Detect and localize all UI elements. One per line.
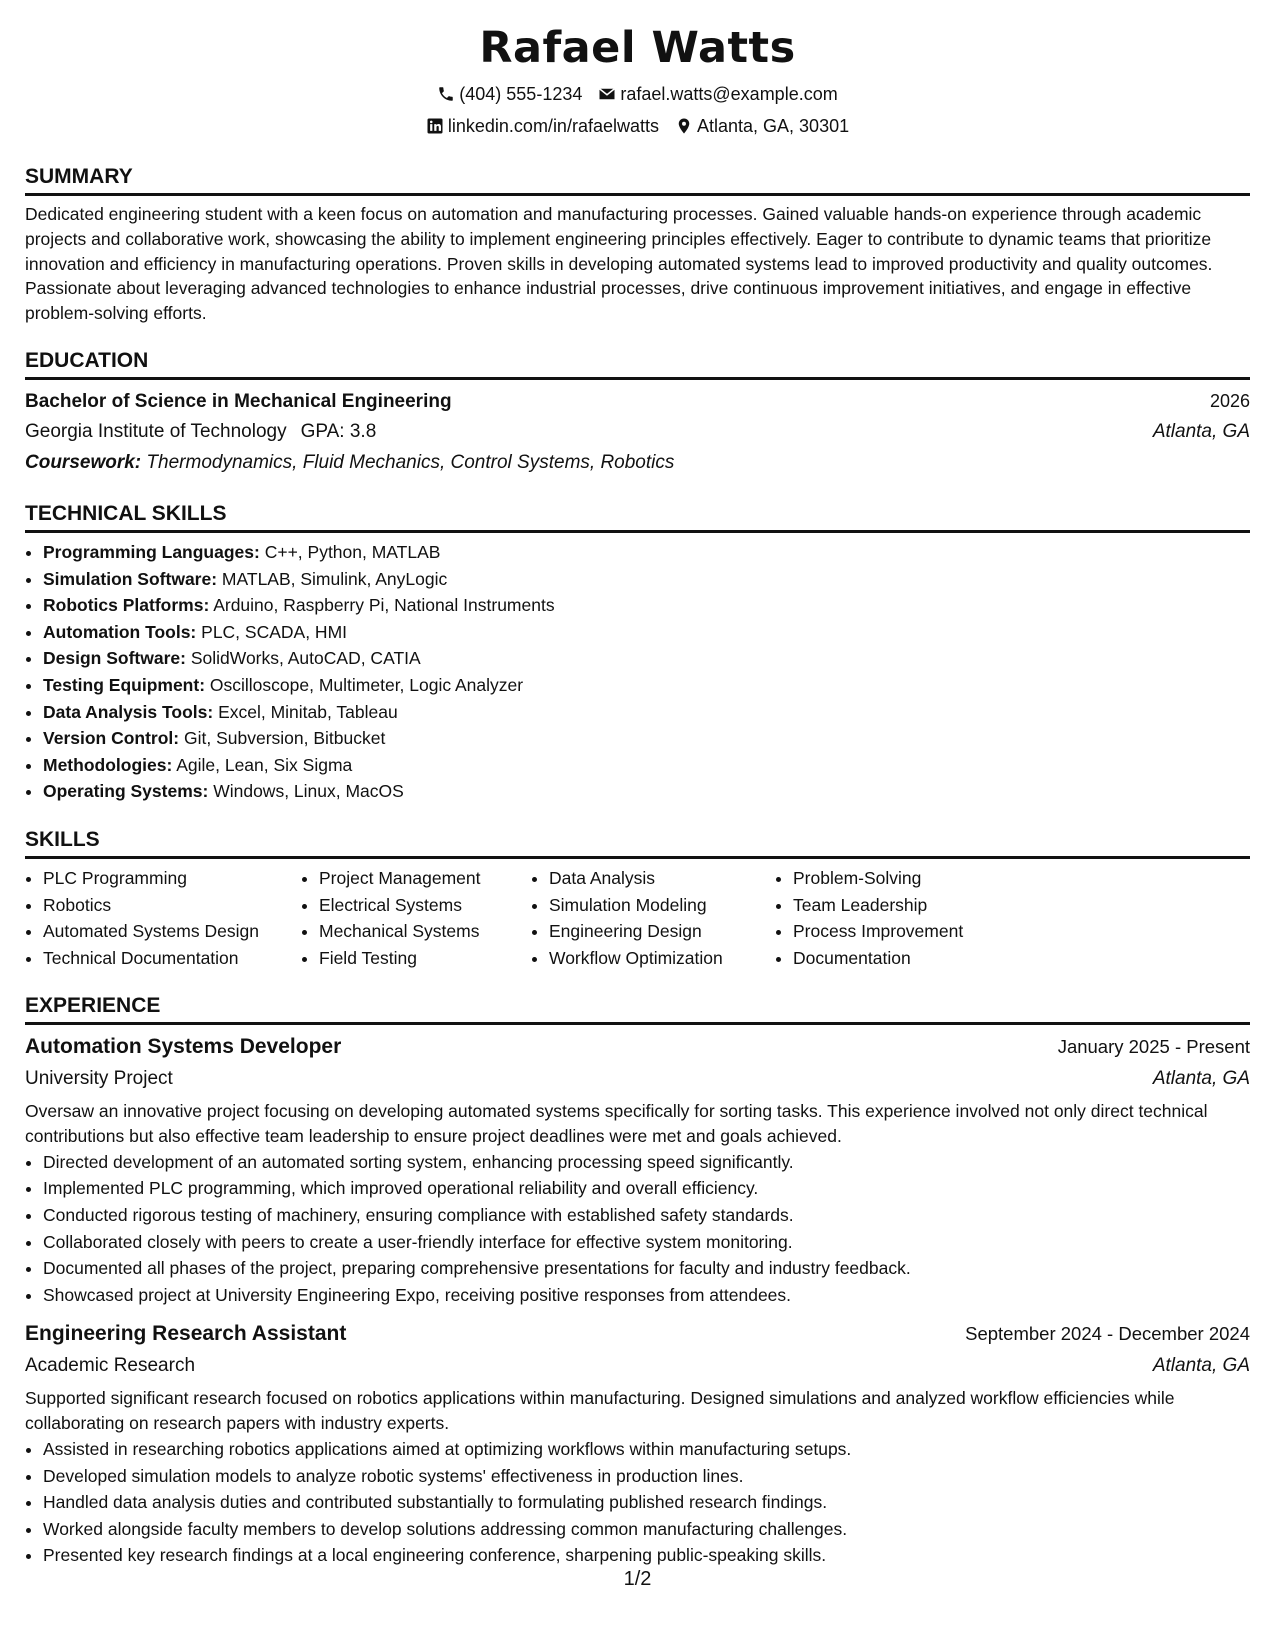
phone-text: (404) 555-1234 bbox=[459, 84, 583, 104]
list-item bbox=[43, 725, 1250, 752]
job-organization: Academic Research bbox=[25, 1355, 196, 1377]
experience-heading: EXPERIENCE bbox=[25, 991, 1250, 1025]
list-item: • Presented key research findings at a local engineering conference, sharpening public-speaking skills. bbox=[43, 1542, 1250, 1569]
skill-category: Design Software: bbox=[43, 648, 186, 669]
list-item: • Workflow Optimization bbox=[549, 945, 775, 972]
job-title: Automation Systems Developer bbox=[25, 1035, 342, 1059]
technical-skills-list bbox=[25, 539, 1250, 805]
job-description: Oversaw an innovative project focusing on developing automated systems specifically for sorting tasks. This experience involved not only direct technical contributions but also effective team leadership to ensure project deadlines were met and goals achieved. bbox=[25, 1101, 1208, 1147]
list-item: • Problem-Solving bbox=[793, 865, 1033, 892]
skill-values: SolidWorks, AutoCAD, CATIA bbox=[190, 648, 421, 669]
list-item: • Robotics bbox=[43, 892, 301, 919]
skills-column-2 bbox=[301, 865, 531, 971]
skill-values: Windows, Linux, MacOS bbox=[213, 781, 404, 802]
contact-row-2 bbox=[25, 110, 1250, 142]
list-item bbox=[43, 752, 1250, 779]
list-item: • Mechanical Systems bbox=[319, 918, 531, 945]
list-item: • Directed development of an automated sorting system, enhancing processing speed significantly. bbox=[43, 1149, 1250, 1176]
skill-values: Agile, Lean, Six Sigma bbox=[176, 754, 353, 775]
summary-heading: SUMMARY bbox=[25, 162, 1250, 196]
job-location: Atlanta, GA bbox=[1152, 1068, 1250, 1090]
skill-category: Methodologies: bbox=[43, 754, 173, 775]
contact-row-1 bbox=[25, 78, 1250, 110]
skills-heading: SKILLS bbox=[25, 825, 1250, 859]
envelope-icon bbox=[598, 85, 616, 103]
education-section bbox=[25, 346, 1250, 479]
skill-values: Arduino, Raspberry Pi, National Instruments bbox=[213, 595, 555, 616]
job-organization: University Project bbox=[25, 1068, 173, 1090]
coursework-label: Coursework: bbox=[25, 451, 142, 473]
list-item: • Assisted in researching robotics applications aimed at optimizing workflows within manufacturing setups. bbox=[43, 1436, 1250, 1463]
skill-category: Testing Equipment: bbox=[43, 674, 206, 695]
phone-contact bbox=[437, 78, 582, 110]
education-row-2 bbox=[25, 417, 1250, 447]
location-text: Atlanta, GA, 30301 bbox=[697, 116, 850, 136]
list-item: • Worked alongside faculty members to develop solutions addressing common manufacturing challenges. bbox=[43, 1516, 1250, 1543]
education-row-1 bbox=[25, 386, 1250, 417]
graduation-year: 2026 bbox=[1209, 390, 1250, 411]
skill-category: Simulation Software: bbox=[43, 568, 218, 589]
email-text[interactable]: rafael.watts@example.com bbox=[620, 84, 838, 104]
skills-column-1 bbox=[25, 865, 301, 971]
list-item: • Documented all phases of the project, preparing comprehensive presentations for faculty and industry feedback. bbox=[43, 1255, 1250, 1282]
linkedin-contact[interactable] bbox=[426, 110, 659, 142]
list-item: • Electrical Systems bbox=[319, 892, 531, 919]
skill-category: Version Control: bbox=[43, 728, 180, 749]
phone-icon bbox=[437, 85, 455, 103]
list-item: • Team Leadership bbox=[793, 892, 1033, 919]
job-bullets bbox=[25, 1149, 1250, 1309]
list-item: • Implemented PLC programming, which improved operational reliability and overall efficiency. bbox=[43, 1175, 1250, 1202]
list-item: • Process Improvement bbox=[793, 918, 1033, 945]
list-item: • Handled data analysis duties and contributed substantially to formulating published research findings. bbox=[43, 1489, 1250, 1516]
list-item: • Simulation Modeling bbox=[549, 892, 775, 919]
gpa: GPA: 3.8 bbox=[300, 420, 377, 442]
list-item: • Data Analysis bbox=[549, 865, 775, 892]
list-item: • Technical Documentation bbox=[43, 945, 301, 972]
job-location: Atlanta, GA bbox=[1152, 1355, 1250, 1377]
list-item bbox=[43, 672, 1250, 699]
skill-values: MATLAB, Simulink, AnyLogic bbox=[221, 568, 448, 589]
technical-skills-heading: TECHNICAL SKILLS bbox=[25, 499, 1250, 533]
skills-section bbox=[25, 825, 1250, 971]
list-item bbox=[43, 778, 1250, 805]
school-name: Georgia Institute of Technology bbox=[25, 420, 287, 442]
list-item: • Developed simulation models to analyze robotic systems' effectiveness in production lines. bbox=[43, 1463, 1250, 1490]
skill-values: Git, Subversion, Bitbucket bbox=[184, 728, 386, 749]
degree-title: Bachelor of Science in Mechanical Engineering bbox=[25, 390, 452, 412]
education-location: Atlanta, GA bbox=[1152, 420, 1250, 442]
list-item bbox=[43, 566, 1250, 593]
summary-text: Dedicated engineering student with a keen focus on automation and manufacturing processes. Gained valuable hands-on experience through academic projects and collaborative work, showcasing the ability to implement engineering principles effectively. Eager to contribute to dynamic teams that prioritize innovation and efficiency in manufacturing operations. Proven skills in developing automated systems lead to improved productivity and quality outcomes. Passionate about leveraging advanced technologies to enhance industrial processes, drive continuous improvement initiatives, and engage in effective problem-solving efforts. bbox=[25, 204, 1213, 324]
coursework-line bbox=[25, 447, 1250, 479]
location-contact bbox=[675, 110, 849, 142]
skill-values: Oscilloscope, Multimeter, Logic Analyzer bbox=[209, 674, 524, 695]
email-contact[interactable] bbox=[598, 78, 837, 110]
page-indicator: 1/2 bbox=[623, 1568, 652, 1590]
list-item: • Conducted rigorous testing of machinery, ensuring compliance with established safety standards. bbox=[43, 1202, 1250, 1229]
list-item: • Engineering Design bbox=[549, 918, 775, 945]
job-description: Supported significant research focused on robotics applications within manufacturing. Designed simulations and analyzed workflow efficiencies while collaborating on research papers with industry experts. bbox=[25, 1388, 1175, 1434]
linkedin-icon bbox=[426, 117, 444, 135]
list-item: • Field Testing bbox=[319, 945, 531, 972]
experience-section bbox=[25, 991, 1250, 1569]
job-subheader bbox=[25, 1063, 1250, 1095]
skill-category: Automation Tools: bbox=[43, 621, 197, 642]
list-item bbox=[43, 619, 1250, 646]
list-item: • Documentation bbox=[793, 945, 1033, 972]
skill-category: Robotics Platforms: bbox=[43, 595, 210, 616]
job-entry-2 bbox=[25, 1318, 1250, 1569]
list-item: • Collaborated closely with peers to create a user-friendly interface for effective system monitoring. bbox=[43, 1229, 1250, 1256]
skill-values: PLC, SCADA, HMI bbox=[201, 621, 348, 642]
job-bullets bbox=[25, 1436, 1250, 1569]
school-line bbox=[25, 417, 376, 447]
coursework-list: Thermodynamics, Fluid Mechanics, Control Systems, Robotics bbox=[146, 451, 675, 473]
skill-values: Excel, Minitab, Tableau bbox=[218, 701, 398, 722]
skills-column-4 bbox=[775, 865, 1033, 971]
job-header bbox=[25, 1031, 1250, 1063]
education-heading: EDUCATION bbox=[25, 346, 1250, 380]
candidate-name: Rafael Watts bbox=[479, 23, 796, 73]
job-header bbox=[25, 1318, 1250, 1350]
list-item: • Project Management bbox=[319, 865, 531, 892]
resume bbox=[25, 18, 1250, 1569]
skills-grid bbox=[25, 865, 1250, 971]
job-entry-1 bbox=[25, 1031, 1250, 1308]
list-item bbox=[43, 539, 1250, 566]
job-subheader bbox=[25, 1350, 1250, 1382]
skill-category: Programming Languages: bbox=[43, 541, 260, 562]
list-item bbox=[43, 699, 1250, 726]
skill-category: Data Analysis Tools: bbox=[43, 701, 214, 722]
map-pin-icon bbox=[675, 117, 693, 135]
summary-section bbox=[25, 162, 1250, 326]
list-item: • PLC Programming bbox=[43, 865, 301, 892]
list-item: • Showcased project at University Engineering Expo, receiving positive responses from attendees. bbox=[43, 1282, 1250, 1309]
job-dates: September 2024 - December 2024 bbox=[965, 1323, 1250, 1345]
linkedin-text[interactable]: linkedin.com/in/rafaelwatts bbox=[447, 116, 659, 136]
skill-category: Operating Systems: bbox=[43, 781, 209, 802]
job-title: Engineering Research Assistant bbox=[25, 1322, 347, 1346]
list-item: • Automated Systems Design bbox=[43, 918, 301, 945]
list-item bbox=[43, 592, 1250, 619]
technical-skills-section bbox=[25, 499, 1250, 805]
resume-header bbox=[25, 18, 1250, 142]
skills-column-3 bbox=[531, 865, 775, 971]
job-dates: January 2025 - Present bbox=[1057, 1036, 1250, 1058]
skill-values: C++, Python, MATLAB bbox=[264, 541, 441, 562]
list-item bbox=[43, 645, 1250, 672]
